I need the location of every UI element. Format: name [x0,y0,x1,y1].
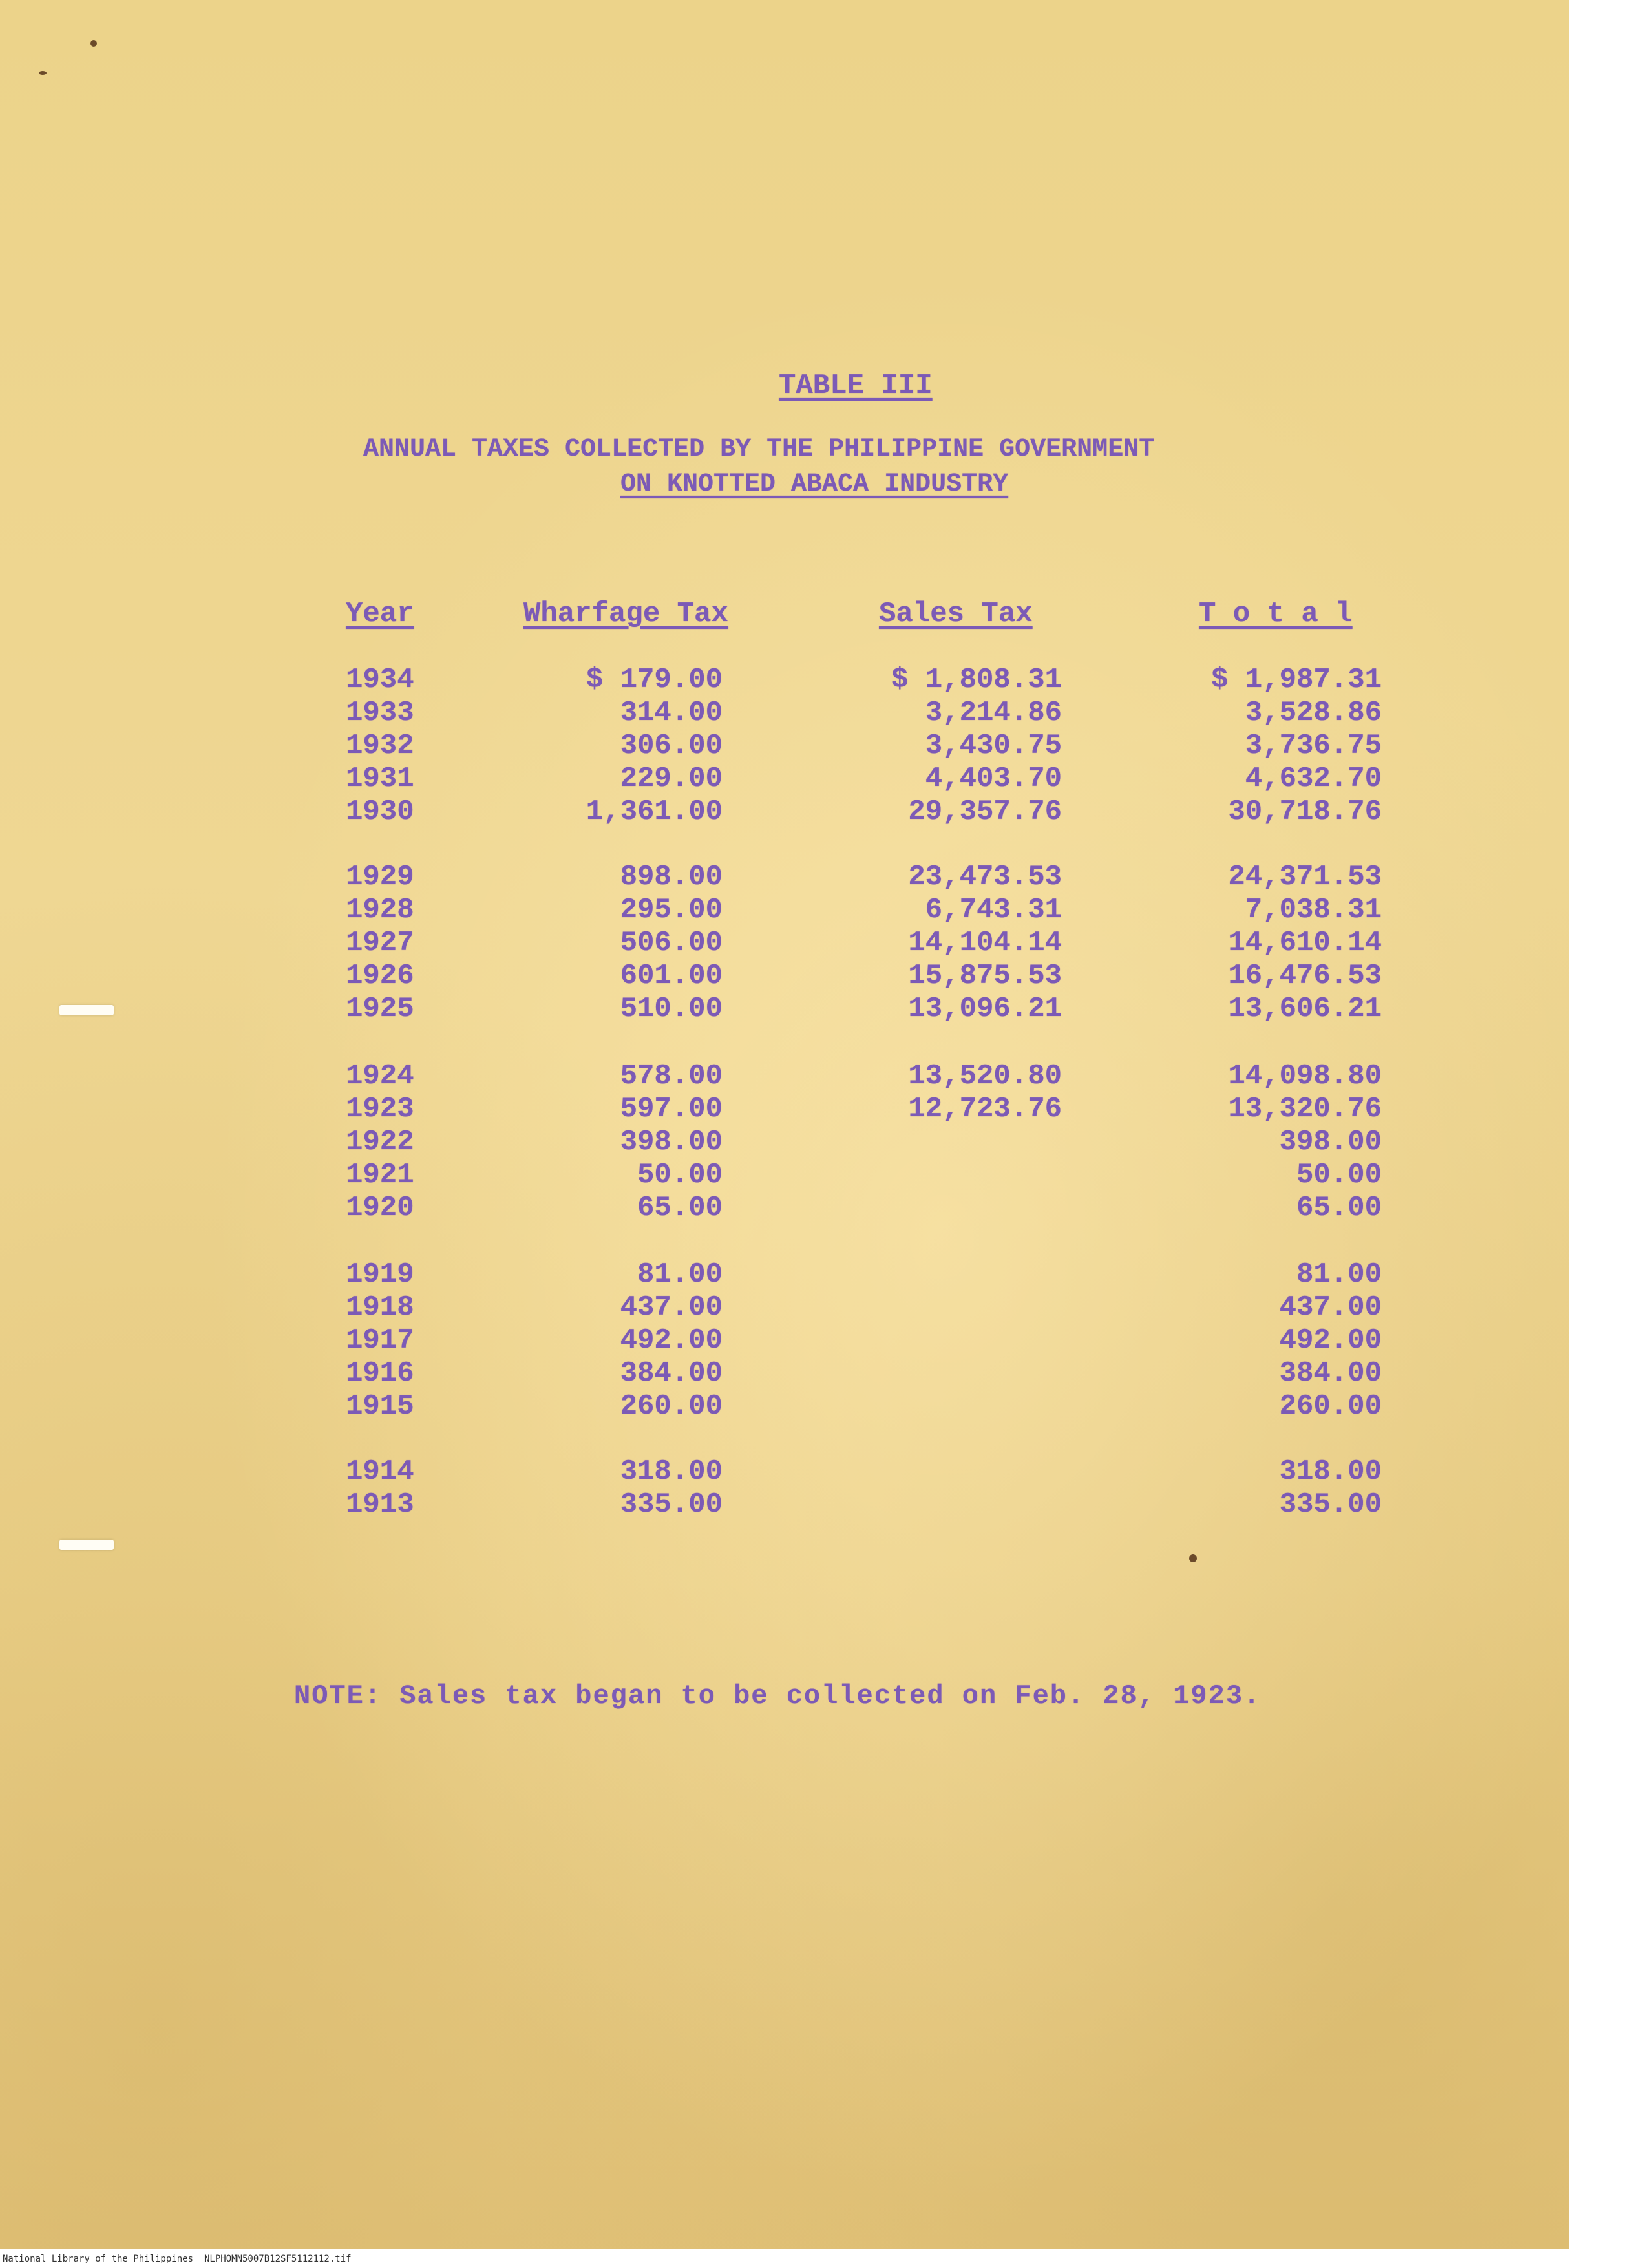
year-cell: 1924 [346,1060,414,1092]
sales-cell: 13,096.21 [908,993,1062,1025]
table-row [0,927,1569,960]
table-label: TABLE III [779,370,933,402]
sales-cell: 13,520.80 [908,1060,1062,1092]
total-cell: 81.00 [1296,1258,1382,1291]
table-row [0,1060,1569,1094]
year-cell: 1914 [346,1456,414,1488]
total-cell: 13,320.76 [1228,1093,1382,1125]
table-row [0,664,1569,697]
wharfage-cell: 229.00 [620,763,723,795]
total-cell: 3,528.86 [1245,697,1382,729]
paper-speck [90,40,97,47]
year-cell: 1913 [346,1489,414,1521]
total-cell: 3,736.75 [1245,730,1382,762]
wharfage-cell: 65.00 [637,1192,723,1224]
total-cell: 4,632.70 [1245,763,1382,795]
total-cell: 13,606.21 [1228,993,1382,1025]
table-row [0,1456,1569,1489]
column-header-wharfage-tax: Wharfage Tax [523,598,728,630]
year-cell: 1925 [346,993,414,1025]
total-cell: 384.00 [1279,1357,1382,1390]
total-cell: 65.00 [1296,1192,1382,1224]
sales-cell: 4,403.70 [925,763,1062,795]
year-cell: 1934 [346,664,414,696]
total-cell: 318.00 [1279,1456,1382,1488]
footer-library-name: National Library of the Philippines [3,2254,194,2264]
year-cell: 1915 [346,1390,414,1423]
table-row [0,1357,1569,1391]
table-row [0,1093,1569,1127]
total-cell: 14,610.14 [1228,927,1382,959]
year-cell: 1931 [346,763,414,795]
wharfage-cell: 260.00 [620,1390,723,1423]
wharfage-cell: 314.00 [620,697,723,729]
column-header-year: Year [346,598,414,630]
table-note: NOTE: Sales tax began to be collected on Feb. 28, 1923. [294,1680,1262,1712]
wharfage-cell: $ 179.00 [586,664,723,696]
punch-hole [59,1540,114,1550]
column-header-total: T o t a l [1199,598,1353,630]
wharfage-cell: 335.00 [620,1489,723,1521]
table-row [0,697,1569,730]
year-cell: 1917 [346,1324,414,1357]
table-heading-line2: ON KNOTTED ABACA INDUSTRY [620,470,1009,499]
total-cell: 24,371.53 [1228,861,1382,893]
table-row [0,1489,1569,1522]
wharfage-cell: 492.00 [620,1324,723,1357]
total-cell: 30,718.76 [1228,796,1382,828]
table-row [0,796,1569,829]
total-cell: $ 1,987.31 [1210,664,1382,696]
wharfage-cell: 601.00 [620,960,723,992]
year-cell: 1916 [346,1357,414,1390]
year-cell: 1919 [346,1258,414,1291]
table-row [0,1126,1569,1160]
total-cell: 437.00 [1279,1291,1382,1324]
year-cell: 1927 [346,927,414,959]
table-row [0,993,1569,1026]
total-cell: 7,038.31 [1245,894,1382,926]
table-heading-line1: ANNUAL TAXES COLLECTED BY THE PHILIPPINE GOVERNMENT [363,435,1155,464]
year-cell: 1921 [346,1159,414,1191]
total-cell: 16,476.53 [1228,960,1382,992]
total-cell: 14,098.80 [1228,1060,1382,1092]
wharfage-cell: 898.00 [620,861,723,893]
paper-speck [1189,1554,1197,1562]
total-cell: 260.00 [1279,1390,1382,1423]
wharfage-cell: 597.00 [620,1093,723,1125]
wharfage-cell: 318.00 [620,1456,723,1488]
table-row [0,861,1569,895]
wharfage-cell: 50.00 [637,1159,723,1191]
table-row [0,960,1569,993]
table-row [0,1159,1569,1192]
year-cell: 1923 [346,1093,414,1125]
year-cell: 1929 [346,861,414,893]
paper-speck [39,71,47,75]
total-cell: 398.00 [1279,1126,1382,1158]
table-row [0,894,1569,927]
wharfage-cell: 81.00 [637,1258,723,1291]
wharfage-cell: 306.00 [620,730,723,762]
wharfage-cell: 295.00 [620,894,723,926]
table-row [0,730,1569,763]
table-row [0,763,1569,796]
wharfage-cell: 398.00 [620,1126,723,1158]
wharfage-cell: 578.00 [620,1060,723,1092]
total-cell: 335.00 [1279,1489,1382,1521]
wharfage-cell: 437.00 [620,1291,723,1324]
sales-cell: 3,214.86 [925,697,1062,729]
sales-cell: 29,357.76 [908,796,1062,828]
year-cell: 1928 [346,894,414,926]
table-row [0,1258,1569,1292]
column-header-sales-tax: Sales Tax [879,598,1033,630]
year-cell: 1920 [346,1192,414,1224]
year-cell: 1918 [346,1291,414,1324]
table-row [0,1390,1569,1424]
sales-cell: $ 1,808.31 [891,664,1062,696]
sales-cell: 12,723.76 [908,1093,1062,1125]
year-cell: 1926 [346,960,414,992]
wharfage-cell: 510.00 [620,993,723,1025]
footer-file-name: NLPHOMN5007B12SF5112112.tif [204,2254,352,2264]
total-cell: 50.00 [1296,1159,1382,1191]
wharfage-cell: 1,361.00 [586,796,723,828]
year-cell: 1933 [346,697,414,729]
year-cell: 1922 [346,1126,414,1158]
sales-cell: 23,473.53 [908,861,1062,893]
total-cell: 492.00 [1279,1324,1382,1357]
wharfage-cell: 506.00 [620,927,723,959]
sales-cell: 14,104.14 [908,927,1062,959]
wharfage-cell: 384.00 [620,1357,723,1390]
year-cell: 1930 [346,796,414,828]
sales-cell: 6,743.31 [925,894,1062,926]
sales-cell: 15,875.53 [908,960,1062,992]
sales-cell: 3,430.75 [925,730,1062,762]
table-row [0,1324,1569,1358]
table-row [0,1192,1569,1225]
table-row [0,1291,1569,1325]
scan-footer [0,2250,1648,2268]
year-cell: 1932 [346,730,414,762]
